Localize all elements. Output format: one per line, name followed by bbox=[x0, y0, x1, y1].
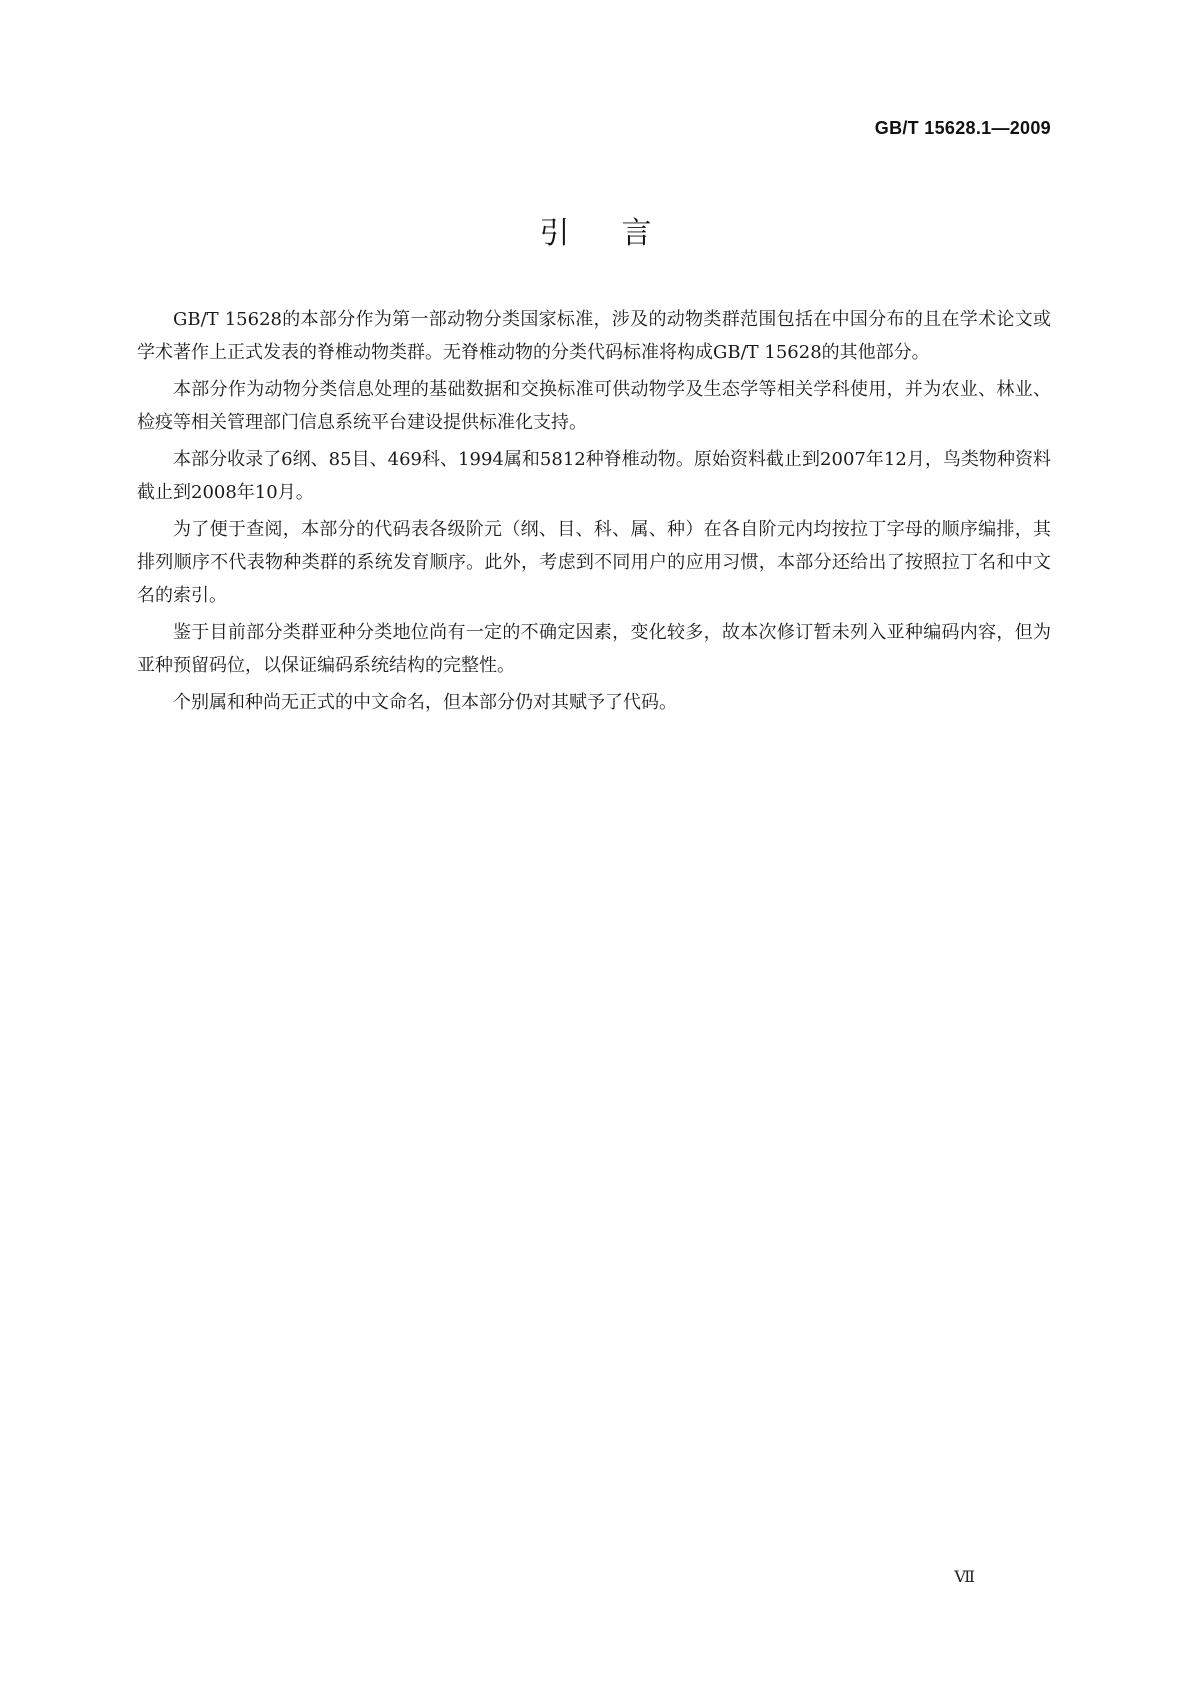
page-number: Ⅶ bbox=[954, 1567, 975, 1586]
body-text bbox=[137, 303, 1051, 723]
paragraph: GB/T 15628的本部分作为第一部动物分类国家标准，涉及的动物类群范围包括在中国分布的且在学术论文或学术著作上正式发表的脊椎动物类群。无脊椎动物的分类代码标准将构成GB/T 15628的其他部分。 bbox=[137, 309, 1051, 363]
page-title: 引言 bbox=[539, 216, 704, 251]
paragraph: 鉴于目前部分类群亚种分类地位尚有一定的不确定因素，变化较多，故本次修订暂未列入亚种编码内容，但为亚种预留码位，以保证编码系统结构的完整性。 bbox=[137, 622, 1051, 676]
paragraph: 本部分收录了6纲、85目、469科、1994属和5812种脊椎动物。原始资料截止到2007年12月，鸟类物种资料截止到2008年10月。 bbox=[137, 449, 1051, 503]
paragraph: 本部分作为动物分类信息处理的基础数据和交换标准可供动物学及生态学等相关学科使用，并为农业、林业、检疫等相关管理部门信息系统平台建设提供标准化支持。 bbox=[137, 379, 1051, 433]
paragraph: 为了便于查阅，本部分的代码表各级阶元（纲、目、科、属、种）在各自阶元内均按拉丁字母的顺序编排，其排列顺序不代表物种类群的系统发育顺序。此外，考虑到不同用户的应用习惯，本部分还给出了按照拉丁名和中文名的索引。 bbox=[137, 519, 1051, 606]
paragraph: 个别属和种尚无正式的中文命名，但本部分仍对其赋予了代码。 bbox=[173, 692, 677, 713]
standard-code: GB/T 15628.1—2009 bbox=[874, 118, 1051, 138]
